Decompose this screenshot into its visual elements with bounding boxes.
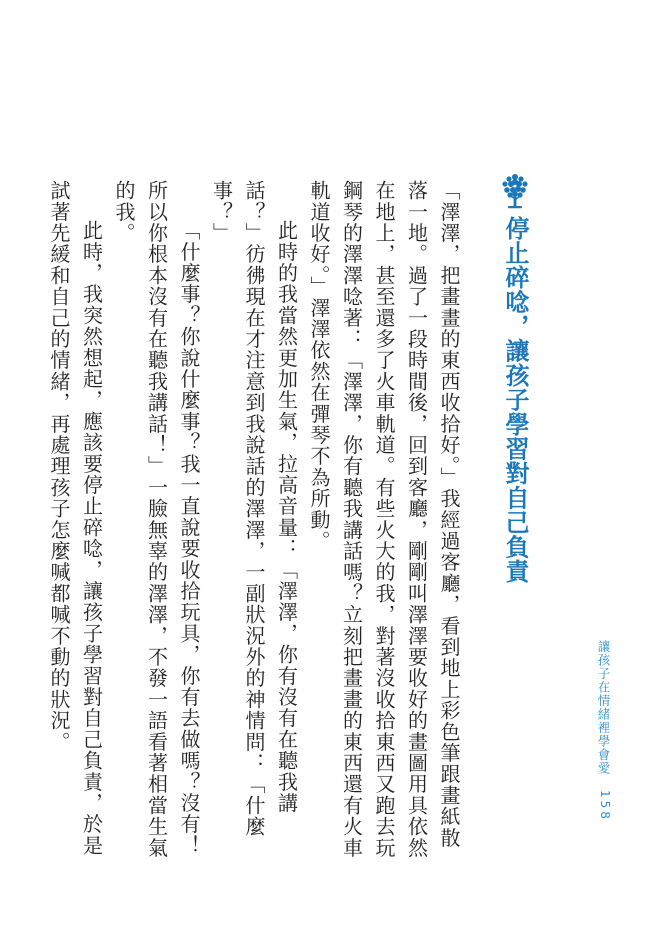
- section-title: 停止碎唸，讓孩子學習對自己負責: [501, 216, 529, 584]
- paragraph: 「什麼事？你說什麼事？我一直說要收拾玩具，你有去做嗎？沒有！所以你根本沒有在聽我講話！」一臉無辜的澤澤，不發一語看著相當生氣的我。: [112, 180, 201, 859]
- page-number: 158: [598, 790, 612, 822]
- paragraph: 「澤澤，把畫畫的東西收拾好。」我經過客廳，看到地上彩色筆跟畫紙散落一地。過了一段時間後，回到客廳，剛剛叫澤澤要收好的畫圖用具依然在地上，甚至還多了火車軌道。有些火大的我，對著沒收拾東西又跑去玩鋼琴的澤澤唸著：「澤澤，你有聽我講話嗎？立刻把畫畫的東西還有火車軌道收好。」澤澤依然在彈琴不為所動。: [307, 180, 461, 859]
- running-head: 讓孩子在情緒裡學會愛: [596, 640, 611, 775]
- paragraph: 此時的我當然更加生氣，拉高音量：「澤澤，你有沒有在聽我講話？」彷彿現在才注意到我說話的澤澤，一副狀況外的神情問：「什麼事？」: [209, 180, 299, 838]
- section-heading: [498, 172, 532, 584]
- paragraph: 此時，我突然想起，應該要停止碎唸，讓孩子學習對自己負責，於是試著先緩和自己的情緒，再處理孩子怎麼喊都喊不動的狀況。: [47, 180, 104, 856]
- tree-icon: [499, 172, 531, 212]
- body-text: [43, 180, 466, 860]
